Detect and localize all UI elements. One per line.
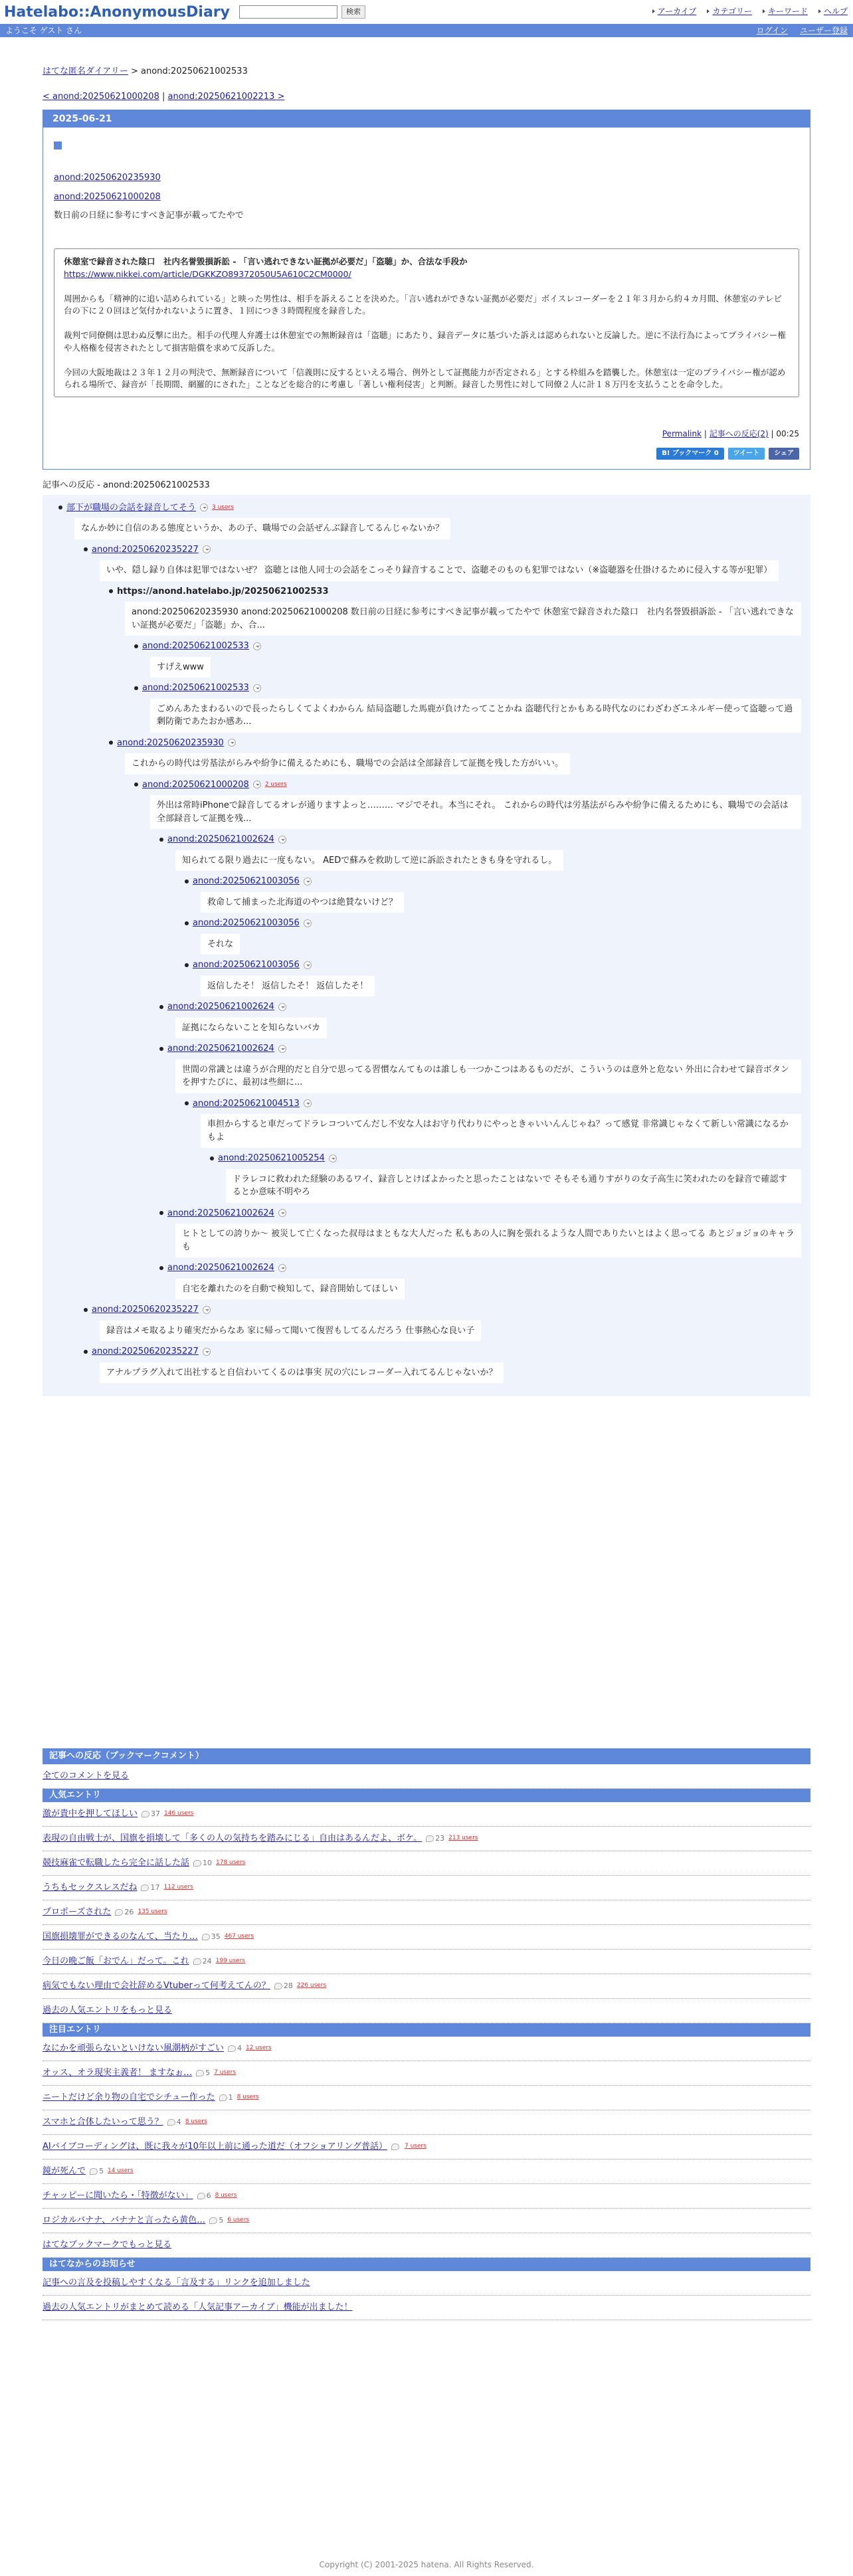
users-count[interactable]: 14 users [108, 2167, 134, 2175]
search-input[interactable] [239, 5, 337, 19]
expand-icon[interactable] [304, 919, 312, 927]
all-comments-row [43, 1764, 810, 1789]
comment-number: 5 [205, 2068, 211, 2077]
users-count[interactable]: 7 users [404, 2143, 427, 2150]
breadcrumb: はてな匿名ダイアリー > anond:20250621002533 [43, 66, 248, 76]
expand-icon[interactable] [203, 1306, 211, 1314]
comment-icon [202, 1934, 210, 1940]
reaction-text: 世間の常識とは違うが合理的だと自分で思ってる習慣なんてものは誰しも一つかこつはあるものだが、こういうのは意外と危ない 外出に合わせて録音ボタンを押すたびに、最初は些細に... [175, 1059, 801, 1093]
bullet-icon [109, 741, 113, 745]
more-bookmarks-row [43, 2233, 810, 2258]
entry-row [43, 2110, 810, 2135]
comment-number: 10 [203, 1858, 213, 1867]
comment-icon [219, 2094, 227, 2101]
entry-row [43, 2037, 810, 2061]
reaction-link[interactable]: anond:20250621003056 [193, 960, 300, 970]
reaction-node [210, 1152, 801, 1207]
quote-paragraph: 裁判で同僚側は思わぬ反撃に出た。相手の代理人弁護士は休憩室での無断録音は「盗聴」にあたり、録音データに基づいた訴えは認められないと反論した。逆に不法行為によってプライバシー権や人格権を侵害されたとして損害賠償を求めて反訴した。 [64, 330, 786, 353]
bullet-icon [134, 686, 138, 690]
comment-number: 4 [237, 2043, 242, 2053]
comment-number: 26 [124, 1907, 134, 1916]
entry-row [43, 1827, 810, 1851]
comment-icon [115, 1909, 123, 1916]
reaction-node [185, 1097, 801, 1207]
users-count[interactable]: 8 users [215, 2192, 237, 2199]
comment-number: 5 [219, 2215, 224, 2225]
top-bar [0, 0, 853, 24]
users-count[interactable]: 6 users [227, 2217, 250, 2224]
reaction-link[interactable]: anond:20250621002624 [167, 1208, 274, 1218]
comment-count[interactable] [193, 1858, 212, 1869]
help-link[interactable]: ヘルプ [823, 7, 848, 16]
reaction-node [185, 875, 801, 917]
entry-row [43, 1974, 810, 1999]
bullet-icon [185, 1101, 189, 1105]
users-count[interactable]: 199 users [215, 1958, 245, 1965]
reaction-text: 録音はメモ取るより確実だからなあ 家に帰って聞いて復習もしてるんだろう 仕事熱心な良い子 [100, 1321, 481, 1342]
prev-entry-link[interactable]: < anond:20250621000208 [43, 91, 159, 102]
comment-count[interactable] [209, 2215, 223, 2227]
reaction-text: anond:20250620235930 anond:20250621000208 数日前の日経に参考にすべき記事が載ってたやで 休憩室で録音された陰口 社内名誉毀損訴訟 - 「言い逃れできない証拠が必要だ」「盗聴」か、合... [125, 602, 801, 636]
reaction-node [84, 1345, 801, 1387]
users-count[interactable]: 112 users [163, 1884, 193, 1891]
reaction-text: アナルプラグ入れて出社すると自信わいてくるのは事実 尻の穴にレコーダー入れてるんじゃないか？ [100, 1362, 504, 1384]
popular-list [43, 1802, 810, 1999]
reaction-node [185, 959, 801, 1000]
notable-heading: 注目エントリ [43, 2023, 810, 2037]
reaction-node [159, 1000, 801, 1042]
user-bar [0, 24, 853, 37]
reaction-text: ヒトとしての誇りか～ 被災して亡くなった叔母はまともな大人だった 私もあの人に胸を張れるような人間でありたいとはよく思ってる あとジョジョのキャラも [175, 1224, 801, 1257]
entry-ref-link[interactable]: anond:20250621000208 [54, 192, 161, 202]
entry-anchor-icon[interactable] [54, 142, 62, 152]
expand-icon[interactable] [200, 504, 208, 511]
comment-icon [209, 2217, 217, 2224]
users-count[interactable]: 467 users [224, 1933, 254, 1940]
entry-row [43, 2061, 810, 2086]
entry-title-link[interactable]: 競技麻雀で転職したら完全に話した話 [43, 1858, 190, 1869]
breadcrumb-current: anond:20250621002533 [141, 66, 248, 76]
facebook-share-button[interactable]: シェア [769, 448, 799, 460]
comment-number: 5 [99, 2166, 104, 2175]
bookmark-section [43, 1748, 810, 2320]
reaction-link[interactable]: anond:20250621005254 [218, 1153, 325, 1163]
expand-icon[interactable] [278, 836, 286, 844]
reaction-text: ごめんあたまわるいので長ったらしくてよくわからん 結局盗聴した馬鹿が負けたってことかね 盗聴代行とかもある時代なのにわざわざエネルギー使って盗聴って過剰防衛であたおか感あ... [150, 699, 801, 733]
reaction-node [109, 585, 801, 737]
comment-count[interactable] [391, 2144, 401, 2150]
reaction-text: 外出は常時iPhoneで録音してるオレが通りますよっと……… マジでそれ。本当にそれ。 これからの時代は労基法がらみや紛争に備えるためにも、職場での会話は全部録音して証拠を残... [150, 795, 801, 829]
news-heading: はてなからのお知らせ [43, 2258, 810, 2271]
expand-icon[interactable] [304, 877, 312, 885]
main-content [43, 65, 810, 1396]
expand-icon[interactable] [329, 1154, 337, 1162]
news-link[interactable]: 過去の人気エントリがまとめて読める「人気記事アーカイブ」機能が出ました！ [43, 2302, 353, 2313]
entry-title-link[interactable]: スマホと合体したいって思う？ [43, 2117, 163, 2128]
entry-title-link[interactable]: チャッピーに聞いたら・「特徴がない」 [43, 2191, 193, 2201]
users-count[interactable]: 8 users [237, 2094, 259, 2101]
expand-icon[interactable] [278, 1209, 286, 1217]
reaction-text: 証拠にならないことを知らないバカ [175, 1018, 327, 1039]
bullet-icon [159, 1047, 163, 1051]
quote-block [54, 248, 799, 397]
reaction-text: ドラレコに救われた経験のあるワイ、録音しとけばよかったと思ったことはないで そもそも通りすがりの女子高生に笑われたのを録音で確認するとか意味不明やろ [226, 1169, 801, 1203]
reaction-node [84, 1303, 801, 1345]
comment-count[interactable] [426, 1833, 444, 1845]
entry-row [43, 1900, 810, 1925]
entry-title-link[interactable]: 激が貴中を押してほしい [43, 1809, 138, 1819]
breadcrumb-site[interactable]: はてな匿名ダイアリー [43, 66, 128, 76]
arrow-icon [818, 9, 821, 13]
reaction-node [185, 917, 801, 959]
comment-icon [141, 1885, 149, 1891]
comment-number: 35 [211, 1932, 221, 1941]
entry-title-link[interactable]: ロジカルバナナ、バナナと言ったら黄色… [43, 2215, 206, 2226]
reaction-link[interactable]: anond:20250620235930 [117, 737, 224, 748]
reaction-link[interactable]: anond:20250621004513 [193, 1098, 300, 1109]
entry-row [43, 1876, 810, 1900]
bullet-icon [210, 1156, 214, 1160]
share-buttons [54, 448, 799, 460]
permalink[interactable]: Permalink [662, 429, 702, 438]
category-link[interactable]: カテゴリー [712, 7, 752, 16]
comment-count[interactable] [90, 2166, 104, 2177]
news-link[interactable]: 記事への言及を投稿しやすくなる「言及する」リンクを追加しました [43, 2278, 310, 2288]
reaction-link[interactable]: anond:20250621003056 [193, 918, 300, 928]
tweet-button[interactable]: ツイート [728, 448, 765, 460]
reactions-link[interactable]: 記事への反応(2) [709, 429, 769, 438]
reaction-link[interactable]: anond:20250621002624 [167, 1002, 274, 1012]
reaction-node [134, 779, 801, 1304]
comment-count[interactable] [228, 2043, 242, 2055]
reaction-link[interactable]: anond:20250621002533 [142, 683, 249, 693]
comment-count[interactable] [115, 1907, 134, 1918]
entry-title-link[interactable]: 今日の晩ご飯「おでん」だって。これ [43, 1956, 189, 1967]
bullet-icon [185, 921, 189, 925]
expand-icon[interactable] [304, 1099, 312, 1107]
users-count[interactable]: 2 users [264, 781, 287, 788]
more-bookmarks-link[interactable]: はてなブックマークでもっと見る [43, 2240, 172, 2251]
entry-row [43, 2209, 810, 2233]
comment-number: 28 [283, 1981, 293, 1990]
reaction-text: 返信したそ！ 返信したそ！ 返信したそ！ [201, 976, 375, 997]
reaction-text: 救命して捕まった北海道のやつは絶賛ないけど？ [201, 892, 404, 913]
entry-row [43, 2086, 810, 2110]
arrow-icon [652, 9, 655, 13]
bookmark-heading: 記事への反応（ブックマークコメント） [43, 1748, 810, 1764]
comment-number: 23 [435, 1833, 445, 1843]
reaction-text: それな [201, 934, 240, 955]
entry-text: 数日前の日経に参考にすべき記事が載ってたやで [54, 210, 244, 221]
current-entry-url: https://anond.hatelabo.jp/20250621002533 [117, 586, 329, 597]
reaction-link[interactable]: anond:20250621002533 [142, 641, 249, 651]
popular-heading: 人気エントリ [43, 1789, 810, 1802]
hatena-bookmark-button[interactable]: B! ブックマーク 0 [656, 448, 723, 460]
reaction-node [109, 737, 801, 1304]
reactions-heading: 記事への反応 - anond:20250621002533 [43, 480, 210, 490]
users-count[interactable]: 226 users [296, 1982, 327, 1989]
site-logo[interactable]: Hatelabo::AnonymousDiary [4, 3, 230, 21]
expand-icon[interactable] [253, 781, 261, 788]
reaction-text: なんか妙に自信のある態度というか、あの子、職場での会話ぜんぶ録音してるんじゃないか？ [74, 518, 450, 539]
comment-icon [196, 2070, 204, 2076]
search-button[interactable]: 検索 [341, 5, 365, 19]
entry-title-link[interactable]: なにかを頑張らないといけない風潮柄がすごい [43, 2043, 225, 2054]
comment-icon [193, 1958, 201, 1965]
top-links [652, 5, 848, 17]
comment-count[interactable] [274, 1981, 293, 1992]
reaction-text: 知られてる限り過去に一度もない。 AEDで蘇みを救助して逆に訴訟されたときも身を守れるし。 [175, 850, 563, 872]
reaction-node [159, 1042, 801, 1207]
users-count[interactable]: 178 users [216, 1859, 246, 1867]
expand-icon[interactable] [253, 684, 261, 692]
entry-time: 00:25 [776, 429, 799, 438]
bullet-icon [185, 879, 189, 883]
more-popular-link[interactable]: 過去の人気エントリをもっと見る [43, 2005, 173, 2016]
expand-icon[interactable] [203, 1348, 211, 1356]
comment-icon [193, 1860, 201, 1867]
users-count[interactable]: 135 users [138, 1908, 167, 1916]
reaction-text: 車担からすると車だってドラレコついてんだし不安な人はお守り代わりにやっときゃいいんんじゃね？って感覚 非常識じゃなくて新しい常識になるかもよ [201, 1114, 801, 1148]
reaction-node [159, 1261, 801, 1303]
all-comments-link[interactable]: 全てのコメントを見る [43, 1771, 130, 1782]
expand-icon[interactable] [203, 545, 211, 553]
reaction-link[interactable]: anond:20250621002624 [167, 834, 274, 844]
entry-ref-link[interactable]: anond:20250620235930 [54, 172, 161, 183]
comment-number: 24 [202, 1956, 212, 1966]
welcome-text: ようこそ ゲスト さん [5, 26, 82, 35]
reaction-node [58, 502, 801, 1388]
bullet-icon [134, 644, 138, 648]
bullet-icon [159, 838, 163, 842]
reaction-node [134, 640, 801, 682]
expand-icon[interactable] [304, 961, 312, 969]
entry-title-link[interactable]: うちもセックスレスだね [43, 1883, 138, 1893]
reaction-text: いや、隠し録り自体は犯罪ではないぜ？ 盗聴とは他人同士の会話をこっそり録音することで、盗聴そのものも犯罪ではない（※盗聴器を仕掛けるために侵入する等が犯罪） [100, 560, 779, 581]
reaction-link[interactable]: anond:20250621002624 [167, 1263, 274, 1273]
users-count[interactable]: 8 users [185, 2118, 207, 2126]
comment-icon [167, 2119, 175, 2126]
bullet-icon [185, 963, 189, 967]
comment-count[interactable] [196, 2068, 210, 2079]
reaction-link[interactable]: anond:20250620235227 [92, 544, 199, 555]
comment-number: 6 [206, 2191, 211, 2200]
quote-title: 休憩室で録音された陰口 社内名誉毀損訴訟 - 「言い逃れできない証拠が必要だ」「盗聴」か、合法な手段か [64, 256, 468, 266]
entry-row [43, 1950, 810, 1974]
entry-row [43, 2184, 810, 2209]
entry-card [43, 110, 810, 470]
news-row [43, 2296, 810, 2320]
users-count[interactable]: 3 users [212, 504, 234, 511]
users-count[interactable]: 12 users [246, 2045, 272, 2052]
bullet-icon [109, 589, 113, 593]
comment-icon [391, 2144, 399, 2150]
login-link[interactable]: ログイン [756, 26, 788, 35]
comment-icon [197, 2193, 205, 2199]
comment-icon [426, 1835, 434, 1842]
footer-copyright: Copyright (C) 2001-2025 hatena. All Rights Reserved. [319, 2560, 534, 2569]
reaction-link[interactable]: 部下が職場の会話を録音してそう [66, 502, 197, 513]
comment-icon [228, 2045, 236, 2052]
reaction-link[interactable]: anond:20250621003056 [193, 876, 300, 886]
entry-row [43, 2160, 810, 2184]
keyword-link[interactable]: キーワード [767, 7, 808, 16]
next-entry-link[interactable]: anond:20250621002213 > [167, 91, 285, 102]
archive-link[interactable]: アーカイブ [657, 7, 697, 16]
bullet-icon [159, 1005, 163, 1009]
entry-row [43, 1802, 810, 1827]
entry-date: 2025-06-21 [43, 110, 810, 128]
users-count[interactable]: 146 users [164, 1810, 194, 1817]
entry-title-link[interactable]: 表現の自由戦士が、国旗を損壊して「多くの人の気持ちを踏みにじる」自由はあるんだよ、ボケ。 [43, 1833, 423, 1844]
reaction-text: 自宅を離れたのを自動で検知して、録音開始してほしい [175, 1279, 405, 1300]
reaction-node [134, 682, 801, 737]
quote-paragraph: 周囲からも「精神的に追い詰められている」と映った男性は、相手を訴えることを決めた。「言い逃れができない証拠が必要だ」ボイスレコーダーを２１年３月から約４カ月間、休憩室のテレビ台の下に２０回ほど気付かれないように置き、１回につき３時間程度を録音した。 [64, 293, 782, 316]
expand-icon[interactable] [278, 1264, 286, 1272]
entry-title-link[interactable]: AIバイブコーディングは、既に我々が10年以上前に通った道だ（オフショアリング普話） [43, 2142, 387, 2152]
comment-count[interactable] [167, 2117, 181, 2128]
entry-row [43, 1851, 810, 1876]
expand-icon[interactable] [278, 1003, 286, 1011]
reaction-text: これからの時代は労基法がらみや紛争に備えるためにも、職場での会話は全部録音して証拠を残した方がいい。 [125, 753, 570, 775]
reaction-tree [43, 495, 810, 1397]
notable-list [43, 2037, 810, 2233]
reaction-link[interactable]: anond:20250620235227 [92, 1305, 199, 1315]
comment-count[interactable] [202, 1932, 221, 1943]
register-link[interactable]: ユーザー登録 [799, 26, 848, 35]
expand-icon[interactable] [228, 739, 236, 747]
entry-title-link[interactable]: オッス、オラ現実主義者！ ますなぉ… [43, 2068, 193, 2078]
arrow-icon [707, 9, 710, 13]
reaction-node [159, 1207, 801, 1262]
comment-count[interactable] [197, 2191, 211, 2202]
news-row [43, 2271, 810, 2296]
reaction-node [84, 543, 801, 1304]
comment-icon [90, 2168, 98, 2175]
comment-count[interactable] [142, 1809, 160, 1820]
comment-number: 17 [150, 1883, 160, 1892]
entry-row [43, 2135, 810, 2160]
more-popular-row [43, 1999, 810, 2023]
bullet-icon [84, 1308, 88, 1312]
bullet-icon [159, 1211, 163, 1215]
entry-title-link[interactable]: ニートだけど余り物の自宅でシチュー作った [43, 2092, 215, 2103]
quote-url[interactable]: https://www.nikkei.com/article/DGKKZO89372050U5A610C2CM0000/ [64, 268, 351, 279]
entry-nav: < anond:20250621000208 | anond:20250621002213 > [43, 91, 285, 102]
comment-icon [274, 1983, 282, 1989]
comment-number: 37 [151, 1809, 161, 1818]
bullet-icon [159, 1266, 163, 1270]
bullet-icon [58, 506, 62, 509]
comment-count[interactable] [193, 1956, 212, 1968]
bullet-icon [84, 547, 88, 551]
arrow-icon [763, 9, 765, 13]
comment-number: 1 [228, 2092, 233, 2102]
reaction-text: すげえwww [150, 657, 211, 678]
expand-icon[interactable] [253, 642, 261, 650]
entry-row [43, 1925, 810, 1950]
bullet-icon [134, 782, 138, 786]
users-count[interactable]: 7 users [214, 2069, 237, 2076]
entry-title-link[interactable]: 病気でもない理由で会社辞めるVtuberって何考えてんの？ [43, 1981, 270, 1991]
users-count[interactable]: 213 users [448, 1835, 478, 1842]
comment-count[interactable] [219, 2092, 233, 2104]
entry-footer: Permalink | 記事への反応(2) | 00:25 [662, 429, 799, 438]
comment-number: 4 [176, 2117, 181, 2126]
entry-title-link[interactable]: プロポーズされた [43, 1907, 112, 1918]
entry-title-link[interactable]: 鏡が死んで [43, 2166, 86, 2177]
comment-count[interactable] [141, 1883, 159, 1894]
bullet-icon [84, 1350, 88, 1354]
quote-paragraph: 今回の大阪地裁は２３年１２月の判決で、無断録音について「信義則に反するといえる場合、例外として証拠能力が否定される」とする枠組みを踏襲した。休憩室は一定のプライバシー権が認められる場所で、録音が「長期間、網羅的にされた」ことなどを総合的に考慮し「著しい権利侵害」と判断。録音した男性に対して同僚２人に計１８万円を支払うことを命令した。 [64, 367, 786, 390]
comment-icon [142, 1811, 149, 1817]
reaction-node [159, 833, 801, 1000]
reaction-link[interactable]: anond:20250620235227 [92, 1346, 199, 1356]
reaction-link[interactable]: anond:20250621000208 [142, 779, 249, 790]
reaction-link[interactable]: anond:20250621002624 [167, 1044, 274, 1054]
expand-icon[interactable] [278, 1045, 286, 1053]
entry-title-link[interactable]: 国旗損壊罪ができるのなんて、当たり… [43, 1932, 198, 1942]
